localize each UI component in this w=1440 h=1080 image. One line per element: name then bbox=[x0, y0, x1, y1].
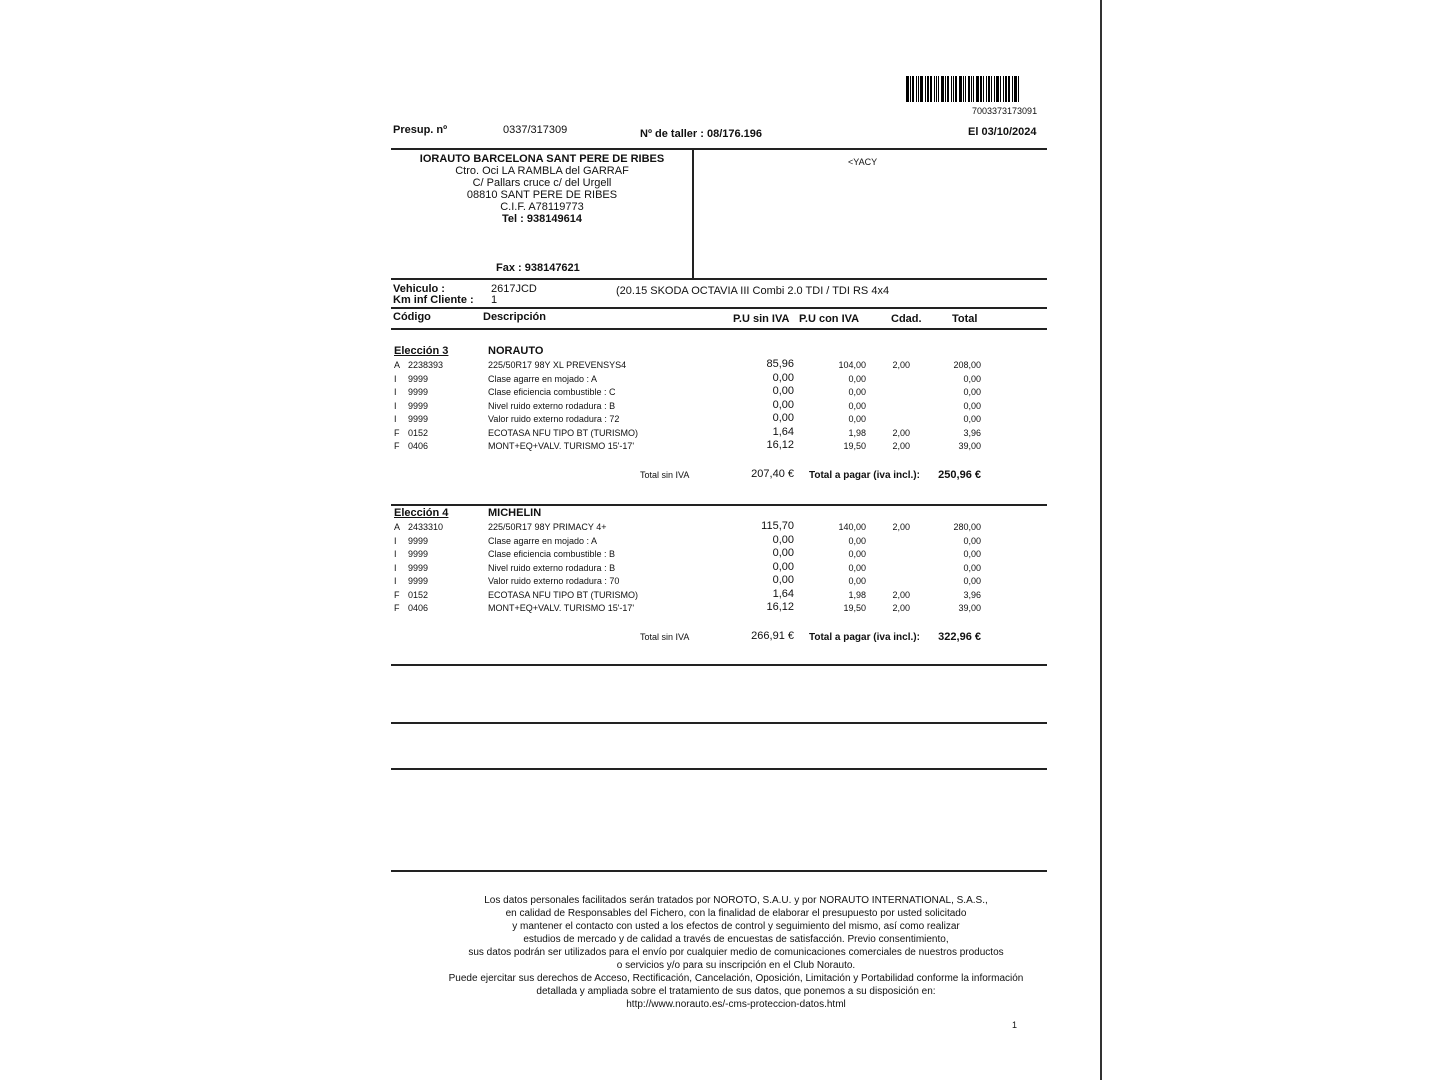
barcode-bar bbox=[1008, 76, 1010, 102]
col-header-pu-sin: P.U sin IVA bbox=[733, 313, 790, 325]
barcode-bar bbox=[986, 76, 987, 102]
barcode-bar bbox=[934, 76, 935, 102]
barcode-bar bbox=[906, 76, 909, 102]
col-header-total: Total bbox=[952, 313, 978, 325]
total-a-pagar-label: Total a pagar (iva incl.): bbox=[809, 632, 920, 643]
line-item-type: I bbox=[394, 414, 397, 424]
privacy-notice-line: y mantener el contacto con usted a los efectos de control y seguimiento del mismo, así como realizar bbox=[512, 921, 960, 932]
line-item-desc: Nivel ruido externo rodadura : B bbox=[488, 400, 616, 411]
line-item-type: F bbox=[394, 427, 400, 438]
total-sin-iva-label: Total sin IVA bbox=[640, 470, 690, 480]
vehicle-plate: 2617JCD bbox=[491, 283, 537, 295]
line-item-total: 0,00 bbox=[963, 414, 981, 424]
shop-tel: Tel : 938149614 bbox=[502, 213, 582, 225]
line-item-desc: MONT+EQ+VALV. TURISMO 15'-17' bbox=[488, 441, 635, 451]
privacy-notice-line: detallada y ampliada sobre el tratamiento de sus datos, que ponemos a su disposición en: bbox=[536, 986, 936, 997]
line-item-pu-sin: 0,00 bbox=[772, 533, 794, 546]
line-item-pu-sin: 0,00 bbox=[772, 547, 794, 559]
col-header-pu-con: P.U con IVA bbox=[799, 313, 860, 325]
shop-name: IORAUTO BARCELONA SANT PERE DE RIBES bbox=[419, 153, 665, 165]
address-divider bbox=[692, 150, 694, 278]
line-item-pu-con: 0,00 bbox=[848, 400, 866, 411]
line-item-qty: 2,00 bbox=[892, 603, 910, 613]
barcode-bar bbox=[951, 76, 952, 102]
line-item-pu-con: 0,00 bbox=[848, 535, 866, 546]
barcode-bar bbox=[976, 76, 979, 102]
barcode-bar bbox=[983, 76, 984, 102]
shop-line1: Ctro. Oci LA RAMBLA del GARRAF bbox=[455, 165, 629, 177]
line-item-desc: Clase eficiencia combustible : B bbox=[488, 549, 616, 559]
line-item-desc: Clase agarre en mojado : A bbox=[488, 373, 598, 384]
total-a-pagar-value: 250,96 € bbox=[938, 469, 981, 481]
line-item-type: A bbox=[394, 522, 401, 532]
line-item-type: I bbox=[394, 549, 397, 559]
line-item-total: 208,00 bbox=[953, 360, 981, 370]
barcode-bar bbox=[1014, 76, 1017, 102]
privacy-notice-line: Puede ejercitar sus derechos de Acceso, Rectificación, Cancelación, Oposición, Limitación y Portabilidad conforme la información bbox=[448, 973, 1024, 984]
barcode-bar bbox=[912, 76, 914, 102]
line-item-qty: 2,00 bbox=[892, 589, 910, 600]
line-item-pu-con: 19,50 bbox=[843, 603, 866, 613]
barcode-bar bbox=[1003, 76, 1004, 102]
line-item-qty: 2,00 bbox=[892, 522, 910, 532]
line-item-code: 9999 bbox=[408, 535, 429, 546]
line-item-type: I bbox=[394, 562, 397, 573]
line-item-total: 0,00 bbox=[963, 400, 981, 411]
barcode-bar bbox=[920, 76, 923, 102]
line-item-total: 3,96 bbox=[963, 427, 981, 438]
line-item-pu-sin: 1,64 bbox=[772, 587, 794, 600]
privacy-notice-line: http://www.norauto.es/-cms-proteccion-datos.html bbox=[626, 999, 846, 1010]
line-item-desc: ECOTASA NFU TIPO BT (TURISMO) bbox=[488, 427, 639, 438]
barcode-bar bbox=[963, 76, 964, 102]
line-item-code: 0152 bbox=[408, 427, 429, 438]
privacy-notice-line: sus datos podrán ser utilizados para el envío por cualquier medio de comunicaciones comerciales de nuestros productos bbox=[468, 947, 1004, 958]
line-item-pu-sin: 115,70 bbox=[761, 520, 794, 532]
blank-rule bbox=[391, 870, 1047, 872]
section-title: Elección 3 bbox=[394, 345, 449, 357]
barcode-bar bbox=[1005, 76, 1007, 102]
line-item-desc: Clase eficiencia combustible : C bbox=[488, 387, 616, 397]
line-item-type: F bbox=[394, 603, 400, 613]
line-item-type: I bbox=[394, 535, 397, 546]
address-rule bbox=[391, 278, 1047, 280]
line-item-pu-sin: 0,00 bbox=[772, 412, 794, 424]
line-item-code: 9999 bbox=[408, 562, 429, 573]
line-item-code: 2238393 bbox=[408, 360, 444, 370]
barcode-bar bbox=[945, 76, 946, 102]
barcode-image bbox=[906, 76, 1048, 102]
line-item-qty: 2,00 bbox=[892, 360, 910, 370]
barcode-bar bbox=[973, 76, 974, 102]
line-item-type: I bbox=[394, 373, 397, 384]
total-a-pagar-value: 322,96 € bbox=[938, 631, 981, 643]
line-item-desc: ECOTASA NFU TIPO BT (TURISMO) bbox=[488, 589, 639, 600]
section-title: Elección 4 bbox=[394, 507, 449, 519]
barcode-bar bbox=[916, 76, 917, 102]
barcode-bar bbox=[1018, 76, 1019, 102]
shop-address-block bbox=[391, 150, 693, 278]
blank-rule bbox=[391, 768, 1047, 770]
barcode-bar bbox=[930, 76, 932, 102]
line-item-code: 9999 bbox=[408, 400, 429, 411]
document-date: El 03/10/2024 bbox=[968, 126, 1037, 138]
barcode-bar bbox=[910, 76, 911, 102]
total-sin-iva-value: 266,91 € bbox=[751, 630, 794, 642]
barcode-bar bbox=[996, 76, 999, 102]
line-item-desc: Valor ruido externo rodadura : 72 bbox=[488, 414, 620, 424]
customer-mark: <YACY bbox=[848, 157, 878, 167]
total-sin-iva-value: 207,40 € bbox=[751, 468, 794, 480]
barcode-bar bbox=[991, 76, 992, 102]
shop-line3: 08810 SANT PERE DE RIBES bbox=[466, 189, 618, 201]
barcode-bar bbox=[941, 76, 944, 102]
line-item-total: 0,00 bbox=[963, 576, 981, 586]
line-item-desc: Nivel ruido externo rodadura : B bbox=[488, 562, 616, 573]
barcode-bar bbox=[918, 76, 919, 102]
col-header-qty: Cdad. bbox=[891, 313, 922, 325]
vehicle-label: Vehiculo : bbox=[393, 283, 445, 295]
line-item-type: A bbox=[394, 360, 401, 370]
barcode-bar bbox=[971, 76, 972, 102]
line-item-pu-con: 1,98 bbox=[848, 427, 866, 438]
line-item-code: 9999 bbox=[408, 373, 429, 384]
line-item-total: 0,00 bbox=[963, 549, 981, 559]
line-item-total: 39,00 bbox=[958, 603, 981, 613]
line-item-desc: MONT+EQ+VALV. TURISMO 15'-17' bbox=[488, 603, 635, 613]
line-item-pu-con: 1,98 bbox=[848, 589, 866, 600]
page-edge-line bbox=[1100, 0, 1102, 1080]
barcode-bar bbox=[965, 76, 966, 102]
barcode-bar bbox=[955, 76, 957, 102]
privacy-notice-line: Los datos personales facilitados serán tratados por NOROTO, S.A.U. y por NORAUTO INTERNATIONAL, S.A.S., bbox=[484, 895, 988, 906]
barcode-bar bbox=[968, 76, 970, 102]
line-item-pu-con: 140,00 bbox=[838, 522, 866, 532]
line-item-total: 0,00 bbox=[963, 562, 981, 573]
line-item-code: 9999 bbox=[408, 549, 429, 559]
barcode-bar bbox=[994, 76, 995, 102]
line-item-pu-sin: 0,00 bbox=[772, 398, 794, 411]
line-item-total: 3,96 bbox=[963, 589, 981, 600]
line-item-qty: 2,00 bbox=[892, 441, 910, 451]
barcode-bar bbox=[936, 76, 937, 102]
blank-rule bbox=[391, 664, 1047, 666]
presup-number: 0337/317309 bbox=[503, 124, 568, 136]
privacy-notice-line: o servicios y/o para su inscripción en el Club Norauto. bbox=[616, 960, 856, 971]
line-item-total: 0,00 bbox=[963, 387, 981, 397]
line-item-pu-sin: 85,96 bbox=[766, 358, 794, 370]
barcode-bar bbox=[938, 76, 939, 102]
barcode-number: 7003373173091 bbox=[972, 106, 1038, 116]
line-item-pu-sin: 0,00 bbox=[772, 560, 794, 573]
section-brand: NORAUTO bbox=[488, 345, 544, 357]
barcode-bar bbox=[959, 76, 962, 102]
barcode-bar bbox=[980, 76, 982, 102]
line-item-code: 0152 bbox=[408, 589, 429, 600]
barcode-bar bbox=[927, 76, 929, 102]
line-item-pu-sin: 0,00 bbox=[772, 385, 794, 397]
line-item-total: 0,00 bbox=[963, 373, 981, 384]
line-item-code: 0406 bbox=[408, 441, 429, 451]
privacy-notice-line: en calidad de Responsables del Fichero, con la finalidad de elaborar el presupuesto por usted solicitado bbox=[505, 908, 967, 919]
line-item-desc: Valor ruido externo rodadura : 70 bbox=[488, 576, 620, 586]
col-header-desc: Descripción bbox=[483, 311, 546, 323]
line-item-qty: 2,00 bbox=[892, 427, 910, 438]
line-item-type: I bbox=[394, 400, 397, 411]
line-item-pu-con: 0,00 bbox=[848, 414, 866, 424]
line-item-total: 0,00 bbox=[963, 535, 981, 546]
line-item-pu-con: 104,00 bbox=[838, 360, 866, 370]
shop-fax: Fax : 938147621 bbox=[496, 262, 580, 274]
line-item-total: 280,00 bbox=[953, 522, 981, 532]
barcode-bar bbox=[953, 76, 954, 102]
line-item-code: 9999 bbox=[408, 576, 429, 586]
vehicle-rule bbox=[391, 307, 1047, 309]
vehicle-description: (20.15 SKODA OCTAVIA III Combi 2.0 TDI / TDI RS 4x4 bbox=[616, 285, 890, 297]
line-item-total: 39,00 bbox=[958, 441, 981, 451]
section-rule bbox=[391, 504, 1047, 506]
barcode-bar bbox=[1012, 76, 1013, 102]
line-item-code: 9999 bbox=[408, 414, 429, 424]
section-brand: MICHELIN bbox=[488, 507, 542, 519]
privacy-notice-line: estudios de mercado y de calidad a través de encuestas de satisfacción. Previo consentimiento, bbox=[523, 934, 949, 945]
line-item-pu-con: 0,00 bbox=[848, 549, 866, 559]
taller-number: Nº de taller : 08/176.196 bbox=[640, 128, 763, 140]
line-item-pu-con: 0,00 bbox=[848, 387, 866, 397]
line-item-pu-sin: 0,00 bbox=[772, 574, 794, 586]
barcode-bar bbox=[988, 76, 990, 102]
line-item-pu-con: 0,00 bbox=[848, 562, 866, 573]
total-sin-iva-label: Total sin IVA bbox=[640, 632, 690, 642]
blank-rule bbox=[391, 722, 1047, 724]
barcode-bar bbox=[925, 76, 926, 102]
barcode-bar bbox=[947, 76, 949, 102]
line-item-pu-con: 0,00 bbox=[848, 576, 866, 586]
line-item-type: I bbox=[394, 387, 397, 397]
line-item-pu-con: 19,50 bbox=[843, 441, 866, 451]
line-item-type: F bbox=[394, 589, 400, 600]
total-a-pagar-label: Total a pagar (iva incl.): bbox=[809, 470, 920, 481]
shop-line2: C/ Pallars cruce c/ del Urgell bbox=[472, 177, 612, 189]
line-item-desc: Clase agarre en mojado : A bbox=[488, 535, 598, 546]
line-item-pu-sin: 0,00 bbox=[772, 371, 794, 384]
barcode-bar bbox=[1000, 76, 1001, 102]
line-item-pu-sin: 16,12 bbox=[766, 439, 794, 451]
privacy-notice bbox=[391, 894, 1081, 1011]
line-item-pu-sin: 1,64 bbox=[772, 425, 794, 438]
km-label: Km inf Cliente : bbox=[393, 294, 474, 306]
col-header-code: Código bbox=[393, 311, 431, 323]
line-item-pu-con: 0,00 bbox=[848, 373, 866, 384]
line-item-code: 9999 bbox=[408, 387, 429, 397]
page-number: 1 bbox=[1012, 1020, 1018, 1030]
line-item-type: F bbox=[394, 441, 400, 451]
line-item-code: 2433310 bbox=[408, 522, 444, 532]
presup-label: Presup. nº bbox=[393, 124, 448, 136]
line-item-pu-sin: 16,12 bbox=[766, 601, 794, 613]
shop-cif: C.I.F. A78119773 bbox=[500, 201, 584, 213]
line-item-type: I bbox=[394, 576, 397, 586]
km-value: 1 bbox=[491, 294, 498, 306]
line-item-code: 0406 bbox=[408, 603, 429, 613]
column-header-rule bbox=[391, 328, 1047, 330]
line-item-desc: 225/50R17 98Y XL PREVENSYS4 bbox=[488, 360, 627, 370]
line-item-desc: 225/50R17 98Y PRIMACY 4+ bbox=[488, 522, 607, 532]
